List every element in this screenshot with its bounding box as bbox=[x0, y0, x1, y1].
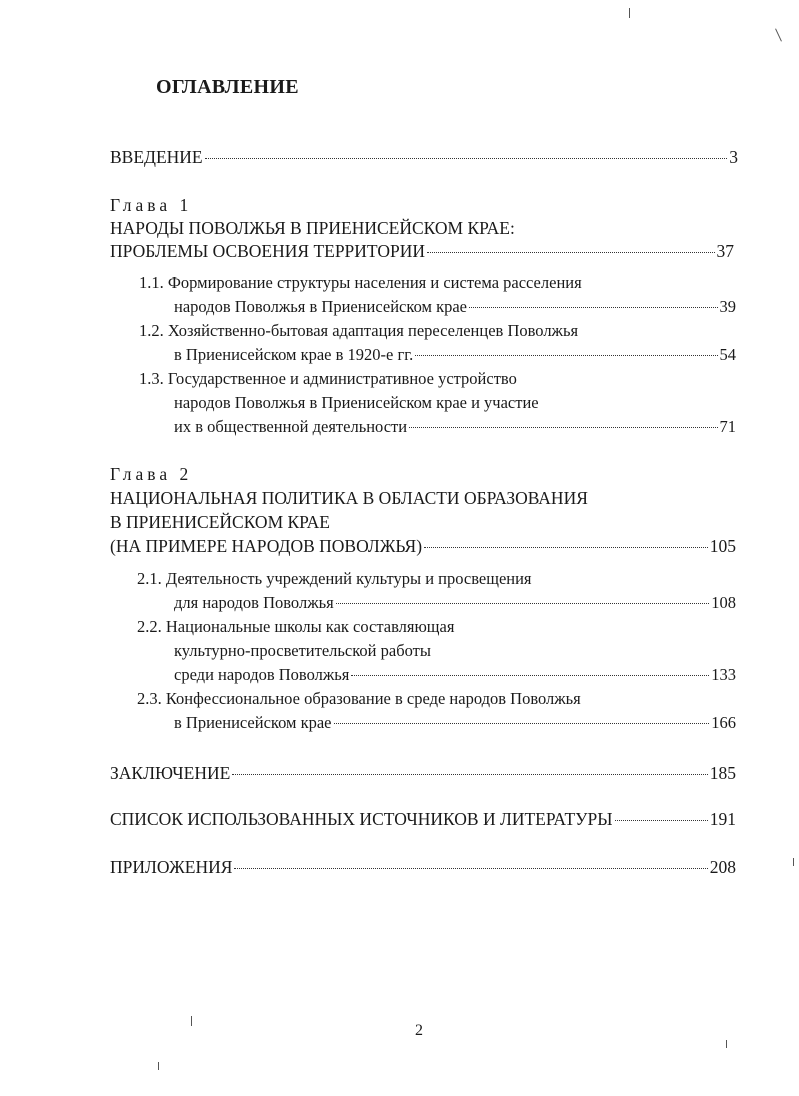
toc-entry-page: 105 bbox=[709, 536, 736, 556]
toc-entry-intro[interactable] bbox=[110, 146, 738, 168]
dot-leader bbox=[232, 774, 707, 775]
section-1-2-line-2: в Приенисейском крае в 1920-е гг. bbox=[174, 345, 414, 364]
chapter-2-title-line-3: (НА ПРИМЕРЕ НАРОДОВ ПОВОЛЖЬЯ) bbox=[110, 536, 423, 556]
section-2-1-line-1: 2.1. Деятельность учреждений культуры и просвещения bbox=[137, 569, 532, 588]
toc-entry-page: 71 bbox=[719, 417, 736, 436]
toc-entry-chapter-2[interactable] bbox=[110, 535, 736, 557]
dot-leader bbox=[334, 723, 710, 724]
scan-speck bbox=[793, 858, 794, 866]
toc-entry-section-1-2[interactable] bbox=[174, 344, 736, 366]
chapter-2-label: Глава 2 bbox=[110, 464, 193, 484]
dot-leader bbox=[336, 603, 710, 604]
scan-speck bbox=[191, 1016, 192, 1026]
section-1-2-line-1: 1.2. Хозяйственно-бытовая адаптация переселенцев Поволжья bbox=[139, 321, 579, 340]
toc-entry-page: 133 bbox=[711, 665, 736, 684]
chapter-1-title-line-2: ПРОБЛЕМЫ ОСВОЕНИЯ ТЕРРИТОРИИ bbox=[110, 241, 426, 261]
scan-speck bbox=[629, 8, 630, 18]
section-1-3-line-3: их в общественной деятельности bbox=[174, 417, 408, 436]
section-1-1-line-1: 1.1. Формирование структуры населения и система расселения bbox=[139, 273, 582, 292]
toc-entry-section-1-3[interactable] bbox=[174, 416, 736, 438]
section-1-1-line-2: народов Поволжья в Приенисейском крае bbox=[174, 297, 467, 316]
toc-entry-label: СПИСОК ИСПОЛЬЗОВАННЫХ ИСТОЧНИКОВ И ЛИТЕРАТУРЫ bbox=[110, 809, 613, 829]
section-1-3-line-2: народов Поволжья в Приенисейском крае и участие bbox=[174, 393, 539, 412]
toc-entry-chapter-1[interactable] bbox=[110, 240, 734, 262]
chapter-2-title-line-1: НАЦИОНАЛЬНАЯ ПОЛИТИКА В ОБЛАСТИ ОБРАЗОВАНИЯ bbox=[110, 488, 588, 508]
toc-entry-page: 108 bbox=[711, 593, 736, 612]
toc-entry-page: 3 bbox=[729, 147, 738, 167]
toc-entry-section-1-1[interactable] bbox=[174, 296, 736, 318]
toc-entry-label: ВВЕДЕНИЕ bbox=[110, 147, 203, 167]
scan-speck bbox=[726, 1040, 727, 1048]
toc-entry-sources[interactable] bbox=[110, 808, 736, 830]
dot-leader bbox=[469, 307, 718, 308]
section-2-3-line-2: в Приенисейском крае bbox=[174, 713, 332, 732]
section-2-2-line-3: среди народов Поволжья bbox=[174, 665, 350, 684]
chapter-1-title-line-1: НАРОДЫ ПОВОЛЖЬЯ В ПРИЕНИСЕЙСКОМ КРАЕ: bbox=[110, 218, 515, 238]
toc-entry-page: 39 bbox=[719, 297, 736, 316]
toc-entry-page: 37 bbox=[716, 241, 734, 261]
toc-entry-page: 191 bbox=[709, 809, 736, 829]
section-2-2-line-2: культурно-просветительской работы bbox=[174, 641, 431, 660]
dot-leader bbox=[234, 868, 707, 869]
dot-leader bbox=[424, 547, 708, 548]
toc-title: ОГЛАВЛЕНИЕ bbox=[156, 76, 299, 98]
dot-leader bbox=[615, 820, 708, 821]
toc-entry-label: ПРИЛОЖЕНИЯ bbox=[110, 857, 233, 877]
dot-leader bbox=[427, 252, 714, 253]
scan-speck bbox=[775, 28, 782, 41]
toc-entry-conclusion[interactable] bbox=[110, 762, 736, 784]
toc-entry-label: ЗАКЛЮЧЕНИЕ bbox=[110, 763, 231, 783]
toc-entry-page: 208 bbox=[709, 857, 736, 877]
toc-entry-page: 54 bbox=[719, 345, 736, 364]
dot-leader bbox=[415, 355, 717, 356]
toc-entry-section-2-2[interactable] bbox=[174, 664, 736, 686]
dot-leader bbox=[205, 158, 728, 159]
toc-entry-page: 185 bbox=[709, 763, 736, 783]
page-number: 2 bbox=[415, 1022, 423, 1039]
section-2-3-line-1: 2.3. Конфессиональное образование в среде народов Поволжья bbox=[137, 689, 581, 708]
chapter-2-title-line-2: В ПРИЕНИСЕЙСКОМ КРАЕ bbox=[110, 512, 330, 532]
scan-speck bbox=[158, 1062, 159, 1070]
toc-entry-section-2-1[interactable] bbox=[174, 592, 736, 614]
dot-leader bbox=[351, 675, 709, 676]
chapter-1-label: Глава 1 bbox=[110, 195, 193, 215]
toc-entry-section-2-3[interactable] bbox=[174, 712, 736, 734]
toc-entry-appendix[interactable] bbox=[110, 856, 736, 878]
section-2-1-line-2: для народов Поволжья bbox=[174, 593, 334, 612]
dot-leader bbox=[409, 427, 717, 428]
section-2-2-line-1: 2.2. Национальные школы как составляющая bbox=[137, 617, 455, 636]
toc-entry-page: 166 bbox=[711, 713, 736, 732]
section-1-3-line-1: 1.3. Государственное и административное устройство bbox=[139, 369, 517, 388]
